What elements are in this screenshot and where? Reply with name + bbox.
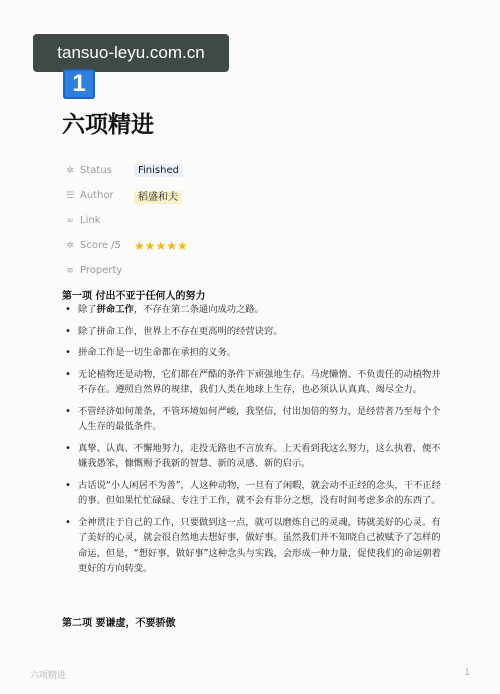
star-rating: ★★★★★ bbox=[134, 238, 188, 253]
property-row bbox=[64, 233, 444, 258]
list-item-text: ，不存在第二条通向成功之路。 bbox=[133, 304, 264, 315]
property-value bbox=[134, 239, 188, 253]
section-heading-2: 第二项 要谦虚，不要骄傲 bbox=[62, 618, 176, 629]
footer-page-number: 1 bbox=[464, 668, 470, 678]
properties-panel bbox=[64, 158, 444, 283]
property-key-label: Author bbox=[80, 190, 114, 201]
property-key-label: Property bbox=[80, 265, 123, 276]
footer-title: 六项精进 bbox=[30, 671, 67, 681]
list-item bbox=[62, 515, 448, 577]
list-item-text: 除了 bbox=[78, 304, 97, 315]
list-item bbox=[62, 345, 448, 361]
score-icon: ✲ bbox=[66, 240, 74, 251]
status-icon: ✲ bbox=[66, 165, 74, 176]
property-key bbox=[64, 265, 134, 276]
list-item bbox=[62, 478, 448, 509]
property-key bbox=[64, 190, 134, 201]
property-key bbox=[64, 165, 134, 176]
property-value bbox=[134, 188, 182, 203]
property-key bbox=[64, 240, 134, 251]
list-item-text: 除了拼命工作，世界上不存在更高明的经营诀窍。 bbox=[78, 325, 283, 337]
list-item bbox=[62, 404, 448, 435]
list-icon: ☰ bbox=[65, 190, 75, 201]
property-key-label: Link bbox=[80, 215, 101, 226]
property-key-label: Status bbox=[80, 165, 112, 176]
list-item bbox=[62, 302, 448, 318]
list-item-text: 不管经济如何萧条，不管环境如何严峻，我坚信，付出加倍的努力，是经营者乃至每个个人生存的最低条件。 bbox=[78, 405, 441, 432]
watermark-banner: tansuo-leyu.com.cn bbox=[33, 34, 229, 72]
list-item-text: 真挚、认真、不懈地努力，走投无路也不言放弃。上天看到我这么努力，这么执着，便不嫌我愚笨，慷慨赐予我新的智慧、新的灵感、新的启示。 bbox=[78, 442, 441, 469]
property-row bbox=[64, 258, 444, 283]
list-item-text: 全神贯注于自己的工作，只要做到这一点，就可以磨炼自己的灵魂，铸就美好的心灵。有了美好的心灵，就会很自然地去想好事，做好事。虽然我们并不知晓自己被赋予了怎样的命运，但是，“想好事，做好事”这种念头与实践，会形成一种力量，促使我们的命运朝着更好的方向转变。 bbox=[78, 516, 441, 574]
bullet-list bbox=[62, 302, 448, 583]
property-value bbox=[134, 165, 183, 176]
list-item-text: 古话说“小人闲居不为善”，人这种动物，一旦有了闲暇，就会动不正经的念头，干不正经的事。但如果忙忙碌碌、专注于工作，就不会有非分之想，没有时间考虑多余的东西了。 bbox=[78, 479, 441, 506]
list-item bbox=[62, 324, 448, 340]
list-item-bold: 拼命工作 bbox=[96, 304, 134, 315]
property-row bbox=[64, 158, 444, 183]
page-title: 六项精进 bbox=[62, 112, 154, 138]
section-heading-1: 第一项 付出不亚于任何人的努力 bbox=[62, 291, 206, 302]
property-row bbox=[64, 208, 444, 233]
property-key-label: Score /5 bbox=[80, 240, 121, 251]
property-key bbox=[64, 215, 134, 226]
property-row bbox=[64, 183, 444, 208]
page-number-icon: 1 bbox=[63, 69, 95, 99]
list-item bbox=[62, 441, 448, 472]
property-tag: Finished bbox=[134, 164, 183, 177]
list-item-text: 拼命工作是一切生命都在承担的义务。 bbox=[78, 347, 237, 358]
property-tag: 稻盛和夫 bbox=[134, 191, 182, 204]
text-icon: ≡ bbox=[66, 265, 74, 276]
link-icon: ∞ bbox=[66, 215, 74, 226]
list-item bbox=[62, 367, 448, 398]
list-item-text: 无论植物还是动物，它们都在严酷的条件下顽强地生存。马虎懒惰、不负责任的动植物并不存在。遵照自然界的规律，我们人类在地球上生存，也必须认认真真、竭尽全力。 bbox=[78, 368, 441, 395]
